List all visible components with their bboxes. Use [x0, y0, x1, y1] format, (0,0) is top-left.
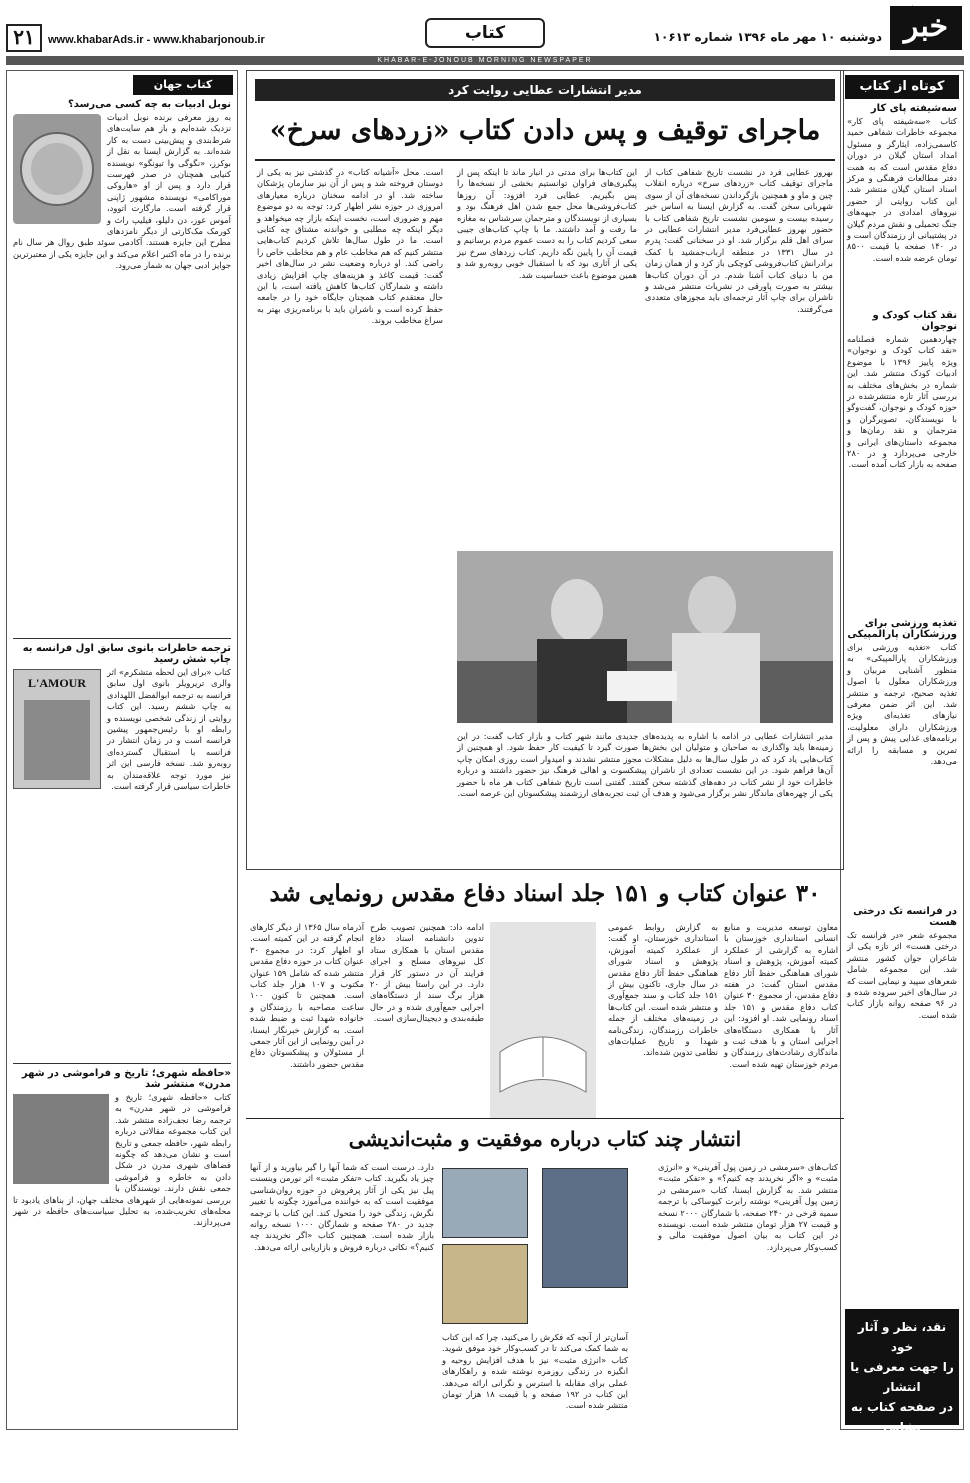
promo-line: نقد، نظر و آثار خود [857, 1320, 947, 1354]
nobel-medal-icon [13, 114, 101, 224]
world-books-column [6, 70, 238, 1430]
book-cover-positive-thinking [442, 1244, 528, 1324]
website-links[interactable]: www.khabarAds.ir - www.khabarjonoub.ir [48, 34, 265, 46]
article-body: به روز معرفی برنده نوبل ادبیات نزدیک شده‌ایم و باز هم سایت‌های شرط‌بندی و پیش‌بینی دست به کار شده‌اند. به گزارش ایسنا به نقل از بوکرز، «نگوگی وا تیونگو» نویسنده کنیایی همچنان در صدر فهرست قرار دارد و پس از او «هاروکی موراکامی» نویسنده مشهور ژاپنی قرار گرفته است. مارگارت اتوود، آموس عوز، دن دلیلو، فیلیپ راث و کورمک مک‌کارتی از دیگر نامزدهای مطرح این جایزه هستند. آکادمی سوئد طبق روال هر سال نام برنده را در ماه اکتبر اعلام می‌کند و این جایزه یکی از معتبرترین جوایز ادبی جهان به شمار می‌رود. [13, 112, 231, 271]
speakers-photo [457, 551, 833, 723]
defense-body-col1: معاون توسعه مدیریت و منابع انسانی استانداری خوزستان با اشاره به گزارشی از عملکرد کمیته آموزش، پژوهش و اسناد شورای هماهنگی حفظ آثار دفاع مقدس استان گفت: در هفته دفاع مقدس، از مجموع ۳۰ عنوان کتاب دفاع مقدس و ۱۵۱ جلد اسناد رونمایی شد. او افزود: این آثار با همکاری دستگاه‌های اجرایی استان و با هدف ثبت و ماندگاری رشادت‌های رزمندگان و مردم خوزستان تهیه شده است. [724, 922, 839, 1069]
logo-subtitle: جنوب [901, 3, 918, 11]
book-cover-money [542, 1168, 628, 1288]
article-body: کتاب «حافظه شهری؛ تاریخ و فراموشی در شهر مدرن» به ترجمه رضا نجف‌زاده منتشر شد. این کتاب مجموعه مقالاتی درباره رابطه شهر، حافظه جمعی و تاریخ است و نشان می‌دهد که چگونه فضاهای شهری مدرن در شکل دادن به خاطره و فراموشی جمعی نقش دارند. نویسندگان با بررسی نمونه‌هایی از شهرهای مختلف جهان، از بناهای یادبود تا محله‌های تخریب‌شده، به تحلیل سیاست‌های حافظه در شهر می‌پردازند. [13, 1092, 231, 1228]
promo-line: زیر ارسال نمایید: [850, 1440, 954, 1454]
lead-story [246, 70, 844, 870]
book-cover-title: L'AMOUR [28, 676, 86, 690]
promo-line: را جهت معرفی یا انتشار [850, 1360, 954, 1394]
defense-body-col3: ادامه داد: همچنین تصویب طرح تدوین دانشنامه اسناد دفاع مقدس استان با همکاری ستاد کل نیروهای مسلح و اجرای فرایند آن در دستور کار قرار دارد. در این راستا بیش از ۲۰ هزار برگ سند از دستگاه‌های اجرایی جمع‌آوری شده و در حال طبقه‌بندی و دیجیتال‌سازی است. [370, 922, 484, 1024]
lead-headline[interactable]: ماجرای توقیف و پس دادن کتاب «زردهای سرخ» [269, 115, 821, 146]
short-news-body: کتاب «سه‌شیفته پای کار» مجموعه خاطرات شفاهی حمید کاسمی‌زاده، ایثارگر و مسئول امداد استان گیلان در دوران دفاع مقدس است که به همت دفتر مطالعات فرهنگی و مرکز اسناد استان گیلان منتشر شد. این کتاب روایتی از حضور نیروهای امدادی در جبهه‌های جنگ تحمیلی و نقش مردم گیلان در پشتیبانی از رزمندگان است و در ۱۴۰ صفحه با قیمت ۸۵۰۰ تومان عرضه شده است. [847, 116, 957, 263]
promo-line: در صفحه کتاب به نشانی [851, 1400, 953, 1434]
article-heading: ترجمه خاطرات بانوی سابق اول فرانسه به چاپ شش رسید [22, 643, 231, 665]
lead-kicker: مدیر انتشارات عطایی روایت کرد [255, 79, 835, 101]
lead-body-col1: بهروز عطایی فرد در نشست تاریخ شفاهی کتاب از ماجرای توقیف کتاب «زردهای سرخ» درباره انقلاب چین و ماو و همچنین بازگرداندن نسخه‌های آن از سوی شهربانی سخن گفت. به گزارش ایسنا به اساس خبر رسیده بیست و سومین نشست تاریخ شفاهی کتاب با حضور بهروز عطایی‌فرد مدیر انتشارات عطایی در سرای اهل قلم برگزار شد. او در سخنانی گفت: پدرم در سال ۱۳۳۱ در منطقه ارباب‌جمشید با کمک برادرانش کتاب‌فروشی کوچکی باز کرد و از همان زمان من با دنیای کتاب آشنا شدم. در آن دوران کتاب‌ها بیشتر به صورت پاورقی در نشریات منتشر می‌شد و ناشران برای چاپ آثار ترجمه‌ای باید مجوزهای متعددی می‌گرفتند. [645, 167, 833, 314]
coin-photo [13, 114, 101, 224]
book-covers-group [442, 1168, 628, 1328]
submission-promo [845, 1309, 959, 1478]
page-number: ۲۱ [6, 24, 42, 52]
short-news-body: مجموعه شعر «در فرانسه تک درختی هست» اثر تازه یکی از شاعران جوان کشور منتشر شد. این مجموعه شامل شعرهای سپید و نیمایی است که در سال‌های اخیر سروده شده و در ۹۶ صفحه روانه بازار کتاب شده است. [847, 930, 958, 1020]
section-title: کتاب [425, 18, 545, 48]
lead-body-col3: است. محل «آشیانه کتاب» در گذشتی نیز به یکی از دوستان فروخته شد و پس از آن نیز سازمان پژشکان ساخته شد. او در ادامه سخنان درباره معیارهای امروزی در حوزه نشر اظهار کرد: توجه به دو موضوع مهم و ضروری است، نخست اینکه بازار چه میخواهد و دیگر اینکه چه مطلبی و خواندنه مشتاق چه کتابی است. ما در طول سال‌ها تلاش کردیم کتاب‌هایی منتشر کنیم که هم مخاطب عام و هم مخاطب خاص را راضی کند. او درباره وضعیت نشر در سال‌های اخیر گفت: قیمت کاغذ و هزینه‌های چاپ افزایش زیادی داشته و شمارگان کتاب‌ها کاهش یافته است، با این حال معتقدم کتاب همچنان جایگاه خود را در جامعه حفظ کرده است و ناشران باید با برنامه‌ریزی بهتر به سراغ مخاطب بروند. [257, 167, 443, 326]
lead-body-bottom: مدیر انتشارات عطایی در ادامه با اشاره به پدیده‌های جدیدی مانند شهر کتاب و بازار کتاب گفت: در این زمینه‌ها باید واگذاری به صاحبان و متولیان این بخش‌ها صورت گیرد تا کیفیت کار حفظ شود. او همچنین از کتاب‌هایی یاد کرد که در طول سال‌ها به دلیل مشکلات مجوز منتشر نشدند و امیدوار است روزی امکان چاپ آن‌ها فراهم شود. در این نشست تعدادی از ناشران پیشکسوت و اهالی فرهنگ نیز حضور داشتند و درباره خاطرات خود از نشر کتاب در دهه‌های گذشته سخن گفتند. گفتنی است تاریخ شفاهی کتاب هر ماه با حضور یکی از چهره‌های ماندگار نشر برگزار می‌شود و هدف آن ثبت تجربه‌های ارزشمند پیشکسوتان این عرصه است. [457, 731, 833, 799]
defense-body-col2: به گزارش روابط عمومی استانداری خوزستان، او گفت: از عملکرد کمیته آموزش، پژوهش و اسناد شورای هماهنگی حفظ آثار دفاع مقدس در سال جاری، تاکنون بیش از ۱۵۱ جلد کتاب و سند جمع‌آوری و منتشر شده است. این کتاب‌ها در زمینه‌های مختلف از جمله خاطرات رزمندگان، زندگی‌نامه شهدا و تاریخ عملیات‌های نظامی تدوین شده‌اند. [608, 922, 718, 1058]
short-news-heading: نقد کتاب کودک و نوجوان [872, 310, 957, 332]
defense-body-col4: آذرماه سال ۱۳۶۵ از دیگر کارهای انجام گرفته در این کمیته است. او اظهار کرد: در مجموع ۳۰ عنوان کتاب در حوزه دفاع مقدس منتشر شده که شامل ۱۵۹ عنوان مکتوب و ۱۰۷ هزار جلد کتاب است. همچنین تا کنون ۱۰۰ ساعت مصاحبه با رزمندگان و خانواده شهدا ثبت و ضبط شده است. به گزارش خبرنگار ایسنا، در آیین رونمایی از این آثار جمعی از مسئولان و پیشکسوتان دفاع مقدس حضور داشتند. [250, 922, 364, 1069]
short-news-heading: تغذیه ورزشی برای ورزشکاران پارالمپیکی [847, 618, 957, 640]
success-body-col2: آسان‌تر از آنچه که فکرش را می‌کنید، چرا که این کتاب به شما کمک می‌کند تا در کسب‌وکار خود موفق شوید. کتاب «انرژی مثبت» نیز با هدف افزایش روحیه و انگیزه در زندگی روزمره نوشته شده و راهکارهای عملی برای مقابله با استرس و نگرانی ارائه می‌دهد. این کتاب در ۱۹۲ صفحه و با قیمت ۱۸ هزار تومان منتشر شده است. [442, 1332, 628, 1411]
short-news-column [840, 70, 964, 1478]
article-body: کتاب «برای این لحظه متشکرم» اثر والری تریرویلر بانوی اول سابق فرانسه به ترجمه ابوالفضل اللهدادی به چاپ ششم رسید. این کتاب روایتی از زندگی شخصی نویسنده و رابطه او با رئیس‌جمهور پیشین فرانسه است و در زمان انتشار در فرانسه با استقبال گسترده‌ای روبه‌رو شد. نسخه فارسی این اثر نیز مورد توجه علاقه‌مندان به خاطرات سیاسی قرار گرفته است. [107, 667, 231, 792]
short-news-heading: در فرانسه تک درختی هست [853, 906, 957, 928]
success-body-col3: دارد. درست است که شما آنها را گیر بیاورید و از آنها چیز یاد بگیرید. کتاب «تفکر مثبت» اثر نورمن وینسنت پیل نیز یکی از آثار پرفروش در حوزه روان‌شناسی موفقیت است که به خواننده می‌آموزد چگونه با تغییر نگرش، زندگی خود را متحول کند. این کتاب با ترجمه جدید در ۲۸۰ صفحه و شمارگان ۱۰۰۰ نسخه روانه بازار شده است. همچنین کتاب «اگر نخریدند چه کنیم؟» نکاتی درباره فروش و بازاریابی ارائه می‌دهد. [250, 1162, 434, 1252]
open-book-icon [490, 922, 596, 1118]
book-cover-urban-memory [13, 1094, 109, 1184]
promo-email[interactable]: ketab@khabarads.com [845, 1467, 955, 1478]
article-heading: «حافظه شهری؛ تاریخ و فراموشی در شهر مدرن» منتشر شد [21, 1068, 231, 1090]
newspaper-ribbon: KHABAR-E-JONOUB MORNING NEWSPAPER [6, 56, 964, 65]
world-books-title: کتاب جهان [133, 75, 233, 95]
short-news-title: کوتاه از کتاب [845, 75, 959, 99]
success-body-col1: کتاب‌های «سرمشی در زمین پول آفرینی» و «انرژی مثبت» و «اگر نخریدند چه کنیم؟» و «تفکر مثبت» منتشر شد. به گزارش ایسنا، کتاب «سرمشی در زمین پول آفرینی» نوشته رابرت کیوساکی با ترجمه سمیه قرخی در ۲۴۰ صفحه، با شمارگان ۲۰۰۰ نسخه و قیمت ۲۷ هزار تومان منتشر شده است. نویسنده در این کتاب به بیان اصول موفقیت مالی و کسب‌وکار می‌پردازد. [658, 1162, 839, 1252]
short-news-heading: سه‌شیفته پای کار [870, 103, 957, 114]
article-heading: نوبل ادبیات به چه کسی می‌رسد؟ [68, 99, 231, 110]
book-cover-memoir [13, 669, 101, 789]
issue-date: دوشنبه ۱۰ مهر ماه ۱۳۹۶ شماره ۱۰۶۱۳ [653, 30, 882, 44]
short-news-body: چهاردهمین شماره فصلنامه «نقد کتاب کودک و نوجوان» ویژه پاییز ۱۳۹۶ با موضوع ادبیات کودک منتشر شد. این شماره در بخش‌های مختلف به بررسی آثار تازه منتشرشده در حوزه کودک و نوجوان، گفت‌وگو با نویسندگان، تصویرگران و مترجمان و نقد رمان‌ها و مجموعه داستان‌های ایرانی و خارجی می‌پردازد و در ۲۸۰ صفحه به بازار کتاب آمده است. [847, 334, 958, 470]
newspaper-logo[interactable]: خبر [890, 6, 962, 50]
defense-books-headline[interactable]: ۳۰ عنوان کتاب و ۱۵۱ جلد اسناد دفاع مقدس رونمایی شد [269, 880, 821, 907]
book-cover-positive-energy [442, 1168, 528, 1238]
lead-body-col2: این کتاب‌ها برای مدتی در انبار ماند تا اینکه پس از پیگیری‌های فراوان توانستیم بخشی از نسخه‌ها را پس بگیریم. عطایی فرد افزود: آن روزها کتاب‌فروشی‌ها محل جمع شدن اهل فرهنگ بود و بسیاری از نویسندگان و مترجمان سرشناس به مغازه ما رفت و آمد داشتند. ما با چاپ کتاب‌های جیبی سعی کردیم کتاب را به دست عموم مردم برسانیم و قیمت آن را پایین نگه داریم. کتاب زردهای سرخ نیز یکی از آثاری بود که با استقبال خوبی روبه‌رو شد و همین موضوع باعث حساسیت شد. [457, 167, 637, 280]
lead-photo [457, 551, 833, 723]
success-books-headline[interactable]: انتشار چند کتاب درباره موفقیت و مثبت‌اندیشی [348, 1127, 742, 1151]
masthead [0, 0, 970, 62]
open-book-photo [490, 922, 596, 1118]
short-news-body: کتاب «تغذیه ورزشی برای ورزشکاران پارالمپیکی» به منظور آشنایی مربیان و ورزشکاران معلول با اصول تغذیه صحیح، ترجمه و منتشر شد. این اثر ضمن معرفی نیازهای تغذیه‌ای ویژه ورزشکاران دارای معلولیت، برنامه‌های غذایی پیش و پس از تمرین و مسابقه را ارائه می‌دهد. [847, 642, 957, 767]
